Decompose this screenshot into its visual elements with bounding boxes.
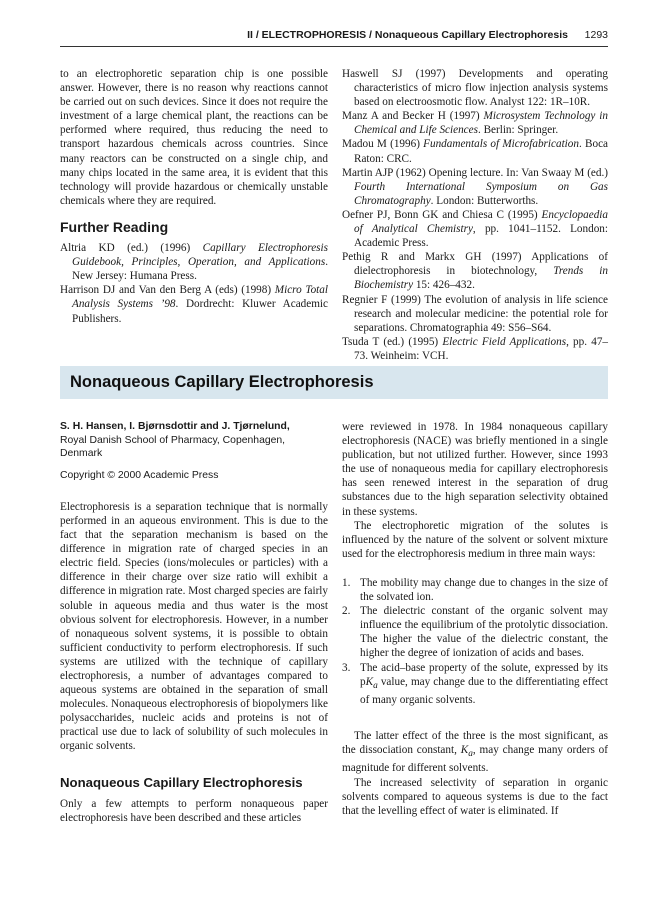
- reference-entry: Oefner PJ, Bonn GK and Chiesa C (1995) Encyclopaedia of Analytical Chemistry, pp. 1041–1152. London: Academic Press.: [342, 208, 608, 250]
- reference-entry: Altria KD (ed.) (1996) Capillary Electrophoresis Guidebook, Principles, Operation, and Applications. New Jersey: Humana Press.: [60, 242, 328, 283]
- intro-paragraph: Electrophoresis is a separation technique that is normally performed in an aqueous environment. This is due to the fact that the separation mechanism is based on the difference in migration rate of charged species in an electric field. Species (ions/molecules or particles) with a difference in their charge over size ratio will exhibit a difference in migration rate. Most charged species are fairly soluble in aqueous media and thus water is the most obvious solvent for electrophoresis. However, in a number of nonaqueous solvent systems, it is possible to obtain sufficient conductivity to perform electrophoresis. If such systems are utilized with the technique of capillary electrophoresis, a number of advantages compared to aqueous systems are obtained in the separation of small molecules. Nonaqueous electrophoresis of biopolymers like polysaccharides, nucleic acids and proteins is not of practical use due to lack of solubility of such molecules in organic solvents.: [60, 500, 328, 753]
- copyright-notice: Copyright © 2000 Academic Press: [60, 469, 219, 481]
- page-number: 1293: [584, 29, 608, 41]
- affiliation-line-2: Denmark: [60, 448, 103, 460]
- continuation-paragraph: to an electrophoretic separation chip is one possible answer. However, there is no reason why reactions cannot be carried out on such devices. Since it does not require the investment of a large chemical plant, the reactions can be performed where required, thus reducing the need to transport hazardous chemicals across countries. Since many reactors can be constructed on a single chip, and many chips located in the same area, it is evident that this technology will provide hazardous or chemically unstable chemicals where they are required.: [60, 68, 328, 207]
- reference-entry: Haswell SJ (1997) Developments and operating characteristics of micro flow injection analysis systems based on electroosmotic flow. Analyst 122: 1R–10R.: [342, 68, 608, 109]
- reference-list-left: [60, 241, 328, 326]
- reference-entry: Harrison DJ and Van den Berg A (eds) (1998) Micro Total Analysis Systems ’98. Dordrecht: Kluwer Academic Publishers.: [60, 284, 328, 325]
- top-right-column: [342, 67, 608, 363]
- article-title: Nonaqueous Capillary Electrophoresis: [70, 373, 374, 391]
- header-rule: [60, 46, 608, 47]
- section-heading: Nonaqueous Capillary Electrophoresis: [60, 774, 303, 790]
- affiliation-line-1: Royal Danish School of Pharmacy, Copenhagen,: [60, 434, 286, 446]
- running-head-title: II / ELECTROPHORESIS / Nonaqueous Capillary Electrophoresis: [247, 29, 568, 41]
- bottom-left-column: [60, 420, 328, 825]
- reference-entry: Martin AJP (1962) Opening lecture. In: Van Swaay M (ed.) Fourth International Symposium on Gas Chromatography. London: Butterworths.: [342, 166, 608, 207]
- author-block: [60, 420, 328, 461]
- latter-effect-paragraph: The latter effect of the three is the most significant, as the dissociation constant, $K_a$, may change many orders of magnitude for different solvents.: [342, 730, 608, 775]
- further-reading-heading: Further Reading: [60, 218, 169, 235]
- bottom-right-column: [342, 420, 608, 818]
- article-title-banner: [60, 366, 608, 399]
- list-item: 1. The mobility may change due to changes in the size of the solvated ion.: [342, 576, 608, 604]
- reference-entry: Madou M (1996) Fundamentals of Microfabrication. Boca Raton: CRC.: [342, 138, 608, 165]
- running-head: [60, 27, 608, 43]
- reference-entry: Manz A and Becker H (1997) Microsystem Technology in Chemical and Life Sciences. Berlin: Springer.: [342, 110, 608, 137]
- migration-paragraph: The electrophoretic migration of the solutes is influenced by the nature of the solvent or solvent mixture used for the electrophoresis medium in three main ways:: [342, 519, 608, 560]
- selectivity-paragraph: The increased selectivity of separation in organic solvents compared to aqueous systems is due to the fact that the levelling effect of water is eliminated. If: [342, 776, 608, 817]
- list-item: 2. The dielectric constant of the organic solvent may influence the equilibrium of the protolytic dissociation. The higher the value of the dielectric constant, the higher the degree of ionization of acids and bases.: [342, 605, 608, 660]
- top-left-column: [60, 67, 328, 326]
- reference-list-right: [342, 67, 608, 363]
- list-item: 3. The acid–base property of the solute, expressed by its $pK_a$ value, may change due to the differentiating effect of many organic solvents.: [342, 661, 608, 706]
- reference-entry: Tsuda T (ed.) (1995) Electric Field Applications, pp. 47–73. Weinheim: VCH.: [342, 335, 608, 362]
- section-paragraph-start: Only a few attempts to perform nonaqueous paper electrophoresis have been described and these articles: [60, 797, 328, 824]
- reference-entry: Regnier F (1999) The evolution of analysis in life science research and molecular medicine: the potential role for separations. Chromatographia 49: S56–S64.: [342, 293, 608, 334]
- migration-ways-list: [342, 576, 608, 707]
- reference-entry: Pethig R and Markx GH (1997) Applications of dielectrophoresis in biotechnology, Trends in Biochemistry 15: 426–432.: [342, 251, 608, 292]
- section-paragraph-continued: were reviewed in 1978. In 1984 nonaqueous capillary electrophoresis (NACE) was briefly mentioned in a single publication, but not utilized further. However, since 1993 the use of nonaqueous media for capillary electrophoresis has seen renewed interest in the separation of drug substances due to the high separation selectivity obtained in these systems.: [342, 421, 608, 518]
- author-names: S. H. Hansen, I. Bjørnsdottir and J. Tjørnelund,: [60, 421, 290, 432]
